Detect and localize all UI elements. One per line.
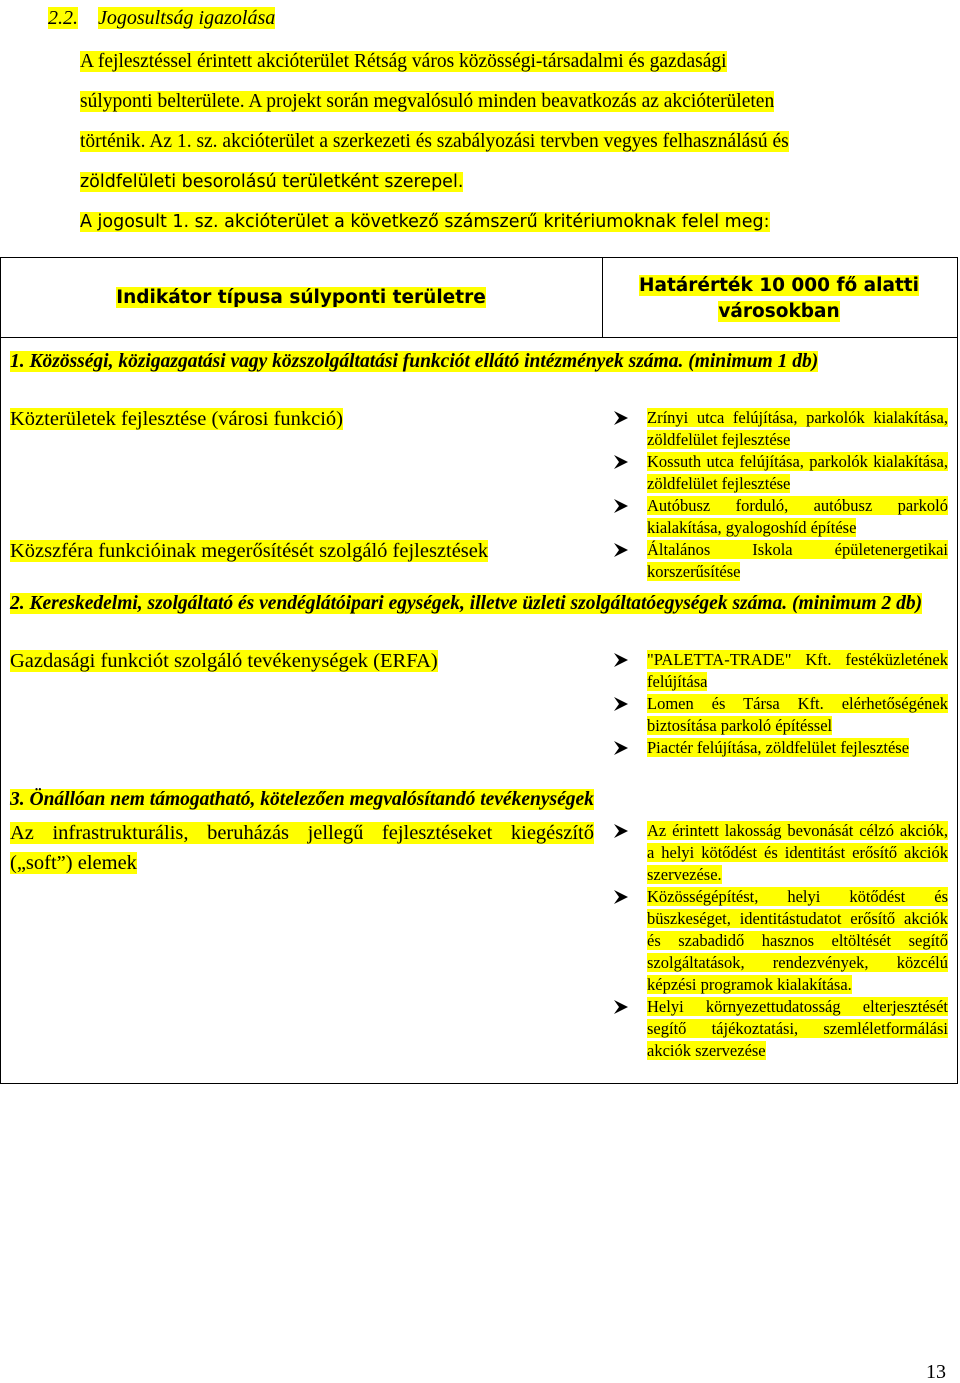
list-item: Helyi környezettudatosság elterjesztését segítő tájékoztatási, szemléletformálási akciók szervezése [610, 996, 948, 1062]
header-divider [602, 257, 603, 337]
arrowhead-bullet-icon [612, 739, 630, 757]
table-left-border [0, 257, 1, 1083]
list-item: Piactér felújítása, zöldfelület fejlesztése [610, 737, 948, 759]
category-title-1: 1. Közösségi, közigazgatási vagy közszolgáltatási funkciót ellátó intézmények száma. (minimum 1 db) [10, 351, 819, 372]
list-item: Általános Iskola épületenergetikai korszerűsítése [610, 539, 948, 583]
list-item: Autóbusz forduló, autóbusz parkoló kialakítása, gyalogoshíd építése [610, 495, 948, 539]
list-item: Az érintett lakosság bevonását célzó akciók, a helyi kötődést és identitást erősítő akciók szervezése. [610, 820, 948, 886]
table-bottom-border [0, 1083, 958, 1084]
section-title: Jogosultság igazolása [98, 7, 276, 29]
list-item: "PALETTA-TRADE" Kft. festéküzletének felújítása [610, 649, 948, 693]
intro-line: zöldfelületi besorolású területként szerepel. [80, 172, 464, 192]
table-top-border [0, 257, 958, 258]
list-item: Zrínyi utca felújítása, parkolók kialakítása, zöldfelület fejlesztése [610, 407, 948, 451]
project-list-public-spaces [610, 407, 948, 539]
arrowhead-bullet-icon [612, 888, 630, 906]
section-heading [48, 4, 275, 32]
criteria-intro: A jogosult 1. sz. akcióterület a következő számszerű kritériumoknak felel meg: [80, 212, 770, 232]
intro-line: A fejlesztéssel érintett akcióterület Rétság város közösségi-társadalmi és gazdasági [80, 51, 727, 72]
page-number: 13 [926, 1361, 946, 1383]
indicator-public-spaces: Közterületek fejlesztése (városi funkció) [10, 408, 343, 430]
header-bottom-border [0, 337, 958, 338]
project-list-soft-elements [610, 820, 948, 1062]
section-number: 2.2. [48, 7, 78, 29]
project-list-economic [610, 649, 948, 759]
table-right-border [957, 257, 958, 1083]
list-item: Közösségépítést, helyi kötődést és büszkeséget, identitástudatot erősítő akciók és szabadidő hasznos eltöltését segítő szolgáltatások, rendezvények, közcélú képzési programok kialakítása. [610, 886, 948, 996]
intro-line: történik. Az 1. sz. akcióterület a szerkezeti és szabályozási tervben vegyes felhasználású és [80, 131, 789, 152]
intro-line: súlyponti belterülete. A projekt során megvalósuló minden beavatkozás az akcióterületen [80, 91, 775, 112]
arrowhead-bullet-icon [612, 409, 630, 427]
arrowhead-bullet-icon [612, 651, 630, 669]
arrowhead-bullet-icon [612, 497, 630, 515]
arrowhead-bullet-icon [612, 822, 630, 840]
list-item: Lomen és Társa Kft. elérhetőségének biztosítása parkoló építéssel [610, 693, 948, 737]
list-item: Kossuth utca felújítása, parkolók kialakítása, zöldfelület fejlesztése [610, 451, 948, 495]
header-indicator-type: Indikátor típusa súlyponti területre [116, 287, 486, 308]
arrowhead-bullet-icon [612, 541, 630, 559]
arrowhead-bullet-icon [612, 998, 630, 1016]
category-title-2: 2. Kereskedelmi, szolgáltató és vendéglátóipari egységek, illetve üzleti szolgáltatóegységek száma. (minimum 2 db) [10, 593, 923, 614]
arrowhead-bullet-icon [612, 453, 630, 471]
indicator-public-sector: Közszféra funkcióinak megerősítését szolgáló fejlesztések [10, 540, 489, 562]
arrowhead-bullet-icon [612, 695, 630, 713]
indicator-economic: Gazdasági funkciót szolgáló tevékenységek (ERFA) [10, 650, 438, 672]
project-list-public-sector [610, 539, 948, 583]
header-threshold: Határérték 10 000 fő alatti városokban [638, 275, 919, 322]
indicator-soft-elements: Az infrastrukturális, beruházás jellegű fejlesztéseket kiegészítő („soft”) elemek [10, 822, 594, 874]
category-title-3: 3. Önállóan nem támogatható, kötelezően megvalósítandó tevékenységek [10, 789, 594, 810]
